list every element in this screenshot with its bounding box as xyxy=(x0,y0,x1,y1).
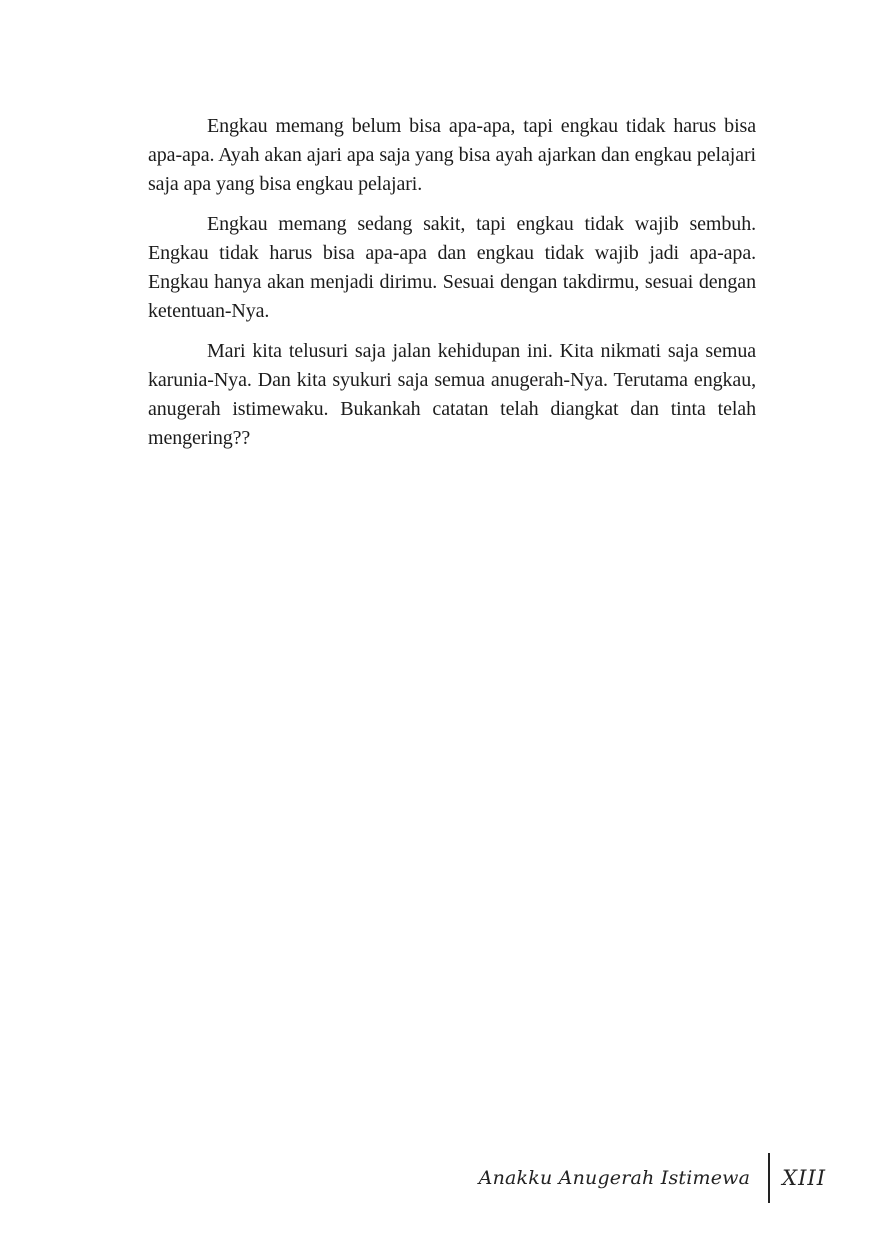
page-number: XIII xyxy=(782,1166,826,1190)
running-footer-title: Anakku Anugerah Istimewa xyxy=(478,1167,751,1189)
paragraph: Engkau memang sedang sakit, tapi engkau tidak wajib sembuh. Engkau tidak harus bisa apa-apa dan engkau tidak wajib jadi apa-apa. Engkau hanya akan menjadi dirimu. Sesuai dengan takdirmu, sesuai dengan ketentuan-Nya. xyxy=(148,213,756,322)
paragraph: Mari kita telusuri saja jalan kehidupan ini. Kita nikmati saja semua karunia-Nya. Dan kita syukuri saja semua anugerah-Nya. Terutama engkau, anugerah istimewaku. Bukankah catatan telah diangkat dan tinta telah mengering?? xyxy=(148,340,756,449)
paragraph: Engkau memang belum bisa apa-apa, tapi engkau tidak harus bisa apa-apa. Ayah akan ajari apa saja yang bisa ayah ajarkan dan engkau pelajari saja apa yang bisa engkau pelajari. xyxy=(148,115,756,195)
body-text xyxy=(148,112,756,464)
page-footer xyxy=(479,1153,826,1203)
